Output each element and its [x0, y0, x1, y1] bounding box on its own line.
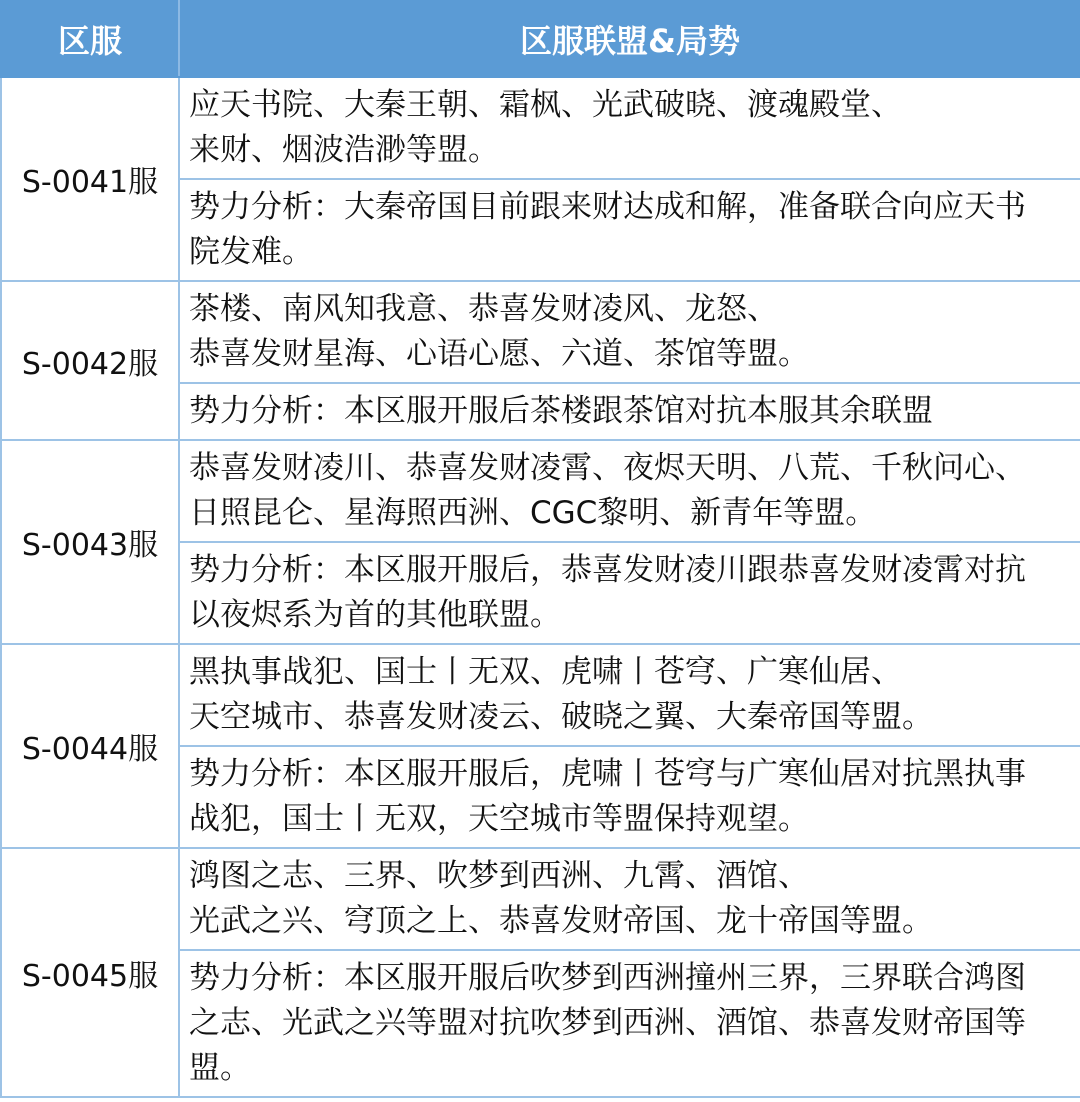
server-cell: S-0043服: [1, 440, 179, 644]
analysis-cell: [179, 179, 1080, 281]
alliance-row: [1, 440, 1080, 542]
alliance-line: 应天书院、大秦王朝、霜枫、光武破晓、渡魂殿堂、: [189, 87, 902, 123]
analysis-line: 势力分析：大秦帝国目前跟来财达成和解，准备联合向应天书: [189, 189, 1026, 225]
header-server-col: 区服: [1, 1, 179, 77]
alliance-row: [1, 281, 1080, 383]
analysis-cell: [179, 950, 1080, 1097]
alliance-line: 日照昆仑、星海照西洲、CGC黎明、新青年等盟。: [189, 495, 877, 531]
header-row: [1, 1, 1080, 77]
alliance-row: [1, 77, 1080, 179]
alliance-row: [1, 848, 1080, 950]
alliance-line: 鸿图之志、三界、吹梦到西洲、九霄、酒馆、: [189, 858, 809, 894]
server-cell: S-0044服: [1, 644, 179, 848]
server-cell: S-0041服: [1, 77, 179, 281]
analysis-line: 势力分析：本区服开服后，恭喜发财凌川跟恭喜发财凌霄对抗: [189, 552, 1026, 588]
analysis-line: 势力分析：本区服开服后茶楼跟茶馆对抗本服其余联盟: [189, 393, 933, 429]
alliance-cell: [179, 644, 1080, 746]
alliance-line: 来财、烟波浩渺等盟。: [189, 132, 499, 168]
analysis-line: 之志、光武之兴等盟对抗吹梦到西洲、酒馆、恭喜发财帝国等: [189, 1005, 1026, 1041]
alliance-cell: [179, 77, 1080, 179]
alliance-line: 光武之兴、穹顶之上、恭喜发财帝国、龙十帝国等盟。: [189, 903, 933, 939]
server-cell: S-0042服: [1, 281, 179, 440]
alliance-cell: [179, 440, 1080, 542]
alliance-line: 茶楼、南风知我意、恭喜发财凌风、龙怒、: [189, 291, 778, 327]
analysis-line: 盟。: [189, 1050, 251, 1086]
analysis-line: 以夜烬系为首的其他联盟。: [189, 597, 561, 633]
analysis-line: 势力分析：本区服开服后吹梦到西洲撞州三界，三界联合鸿图: [189, 960, 1026, 996]
alliance-cell: [179, 281, 1080, 383]
alliance-row: [1, 644, 1080, 746]
alliance-line: 恭喜发财凌川、恭喜发财凌霄、夜烬天明、八荒、千秋问心、: [189, 450, 1026, 486]
analysis-cell: [179, 383, 1080, 440]
analysis-line: 战犯，国士丨无双，天空城市等盟保持观望。: [189, 801, 809, 837]
analysis-line: 院发难。: [189, 234, 313, 270]
analysis-cell: [179, 746, 1080, 848]
header-alliance-col: 区服联盟&局势: [179, 1, 1080, 77]
alliance-line: 天空城市、恭喜发财凌云、破晓之翼、大秦帝国等盟。: [189, 699, 933, 735]
server-cell: S-0045服: [1, 848, 179, 1097]
alliance-line: 黑执事战犯、国士丨无双、虎啸丨苍穹、广寒仙居、: [189, 654, 902, 690]
analysis-cell: [179, 542, 1080, 644]
alliance-cell: [179, 848, 1080, 950]
alliance-line: 恭喜发财星海、心语心愿、六道、茶馆等盟。: [189, 336, 809, 372]
analysis-line: 势力分析：本区服开服后，虎啸丨苍穹与广寒仙居对抗黑执事: [189, 756, 1026, 792]
